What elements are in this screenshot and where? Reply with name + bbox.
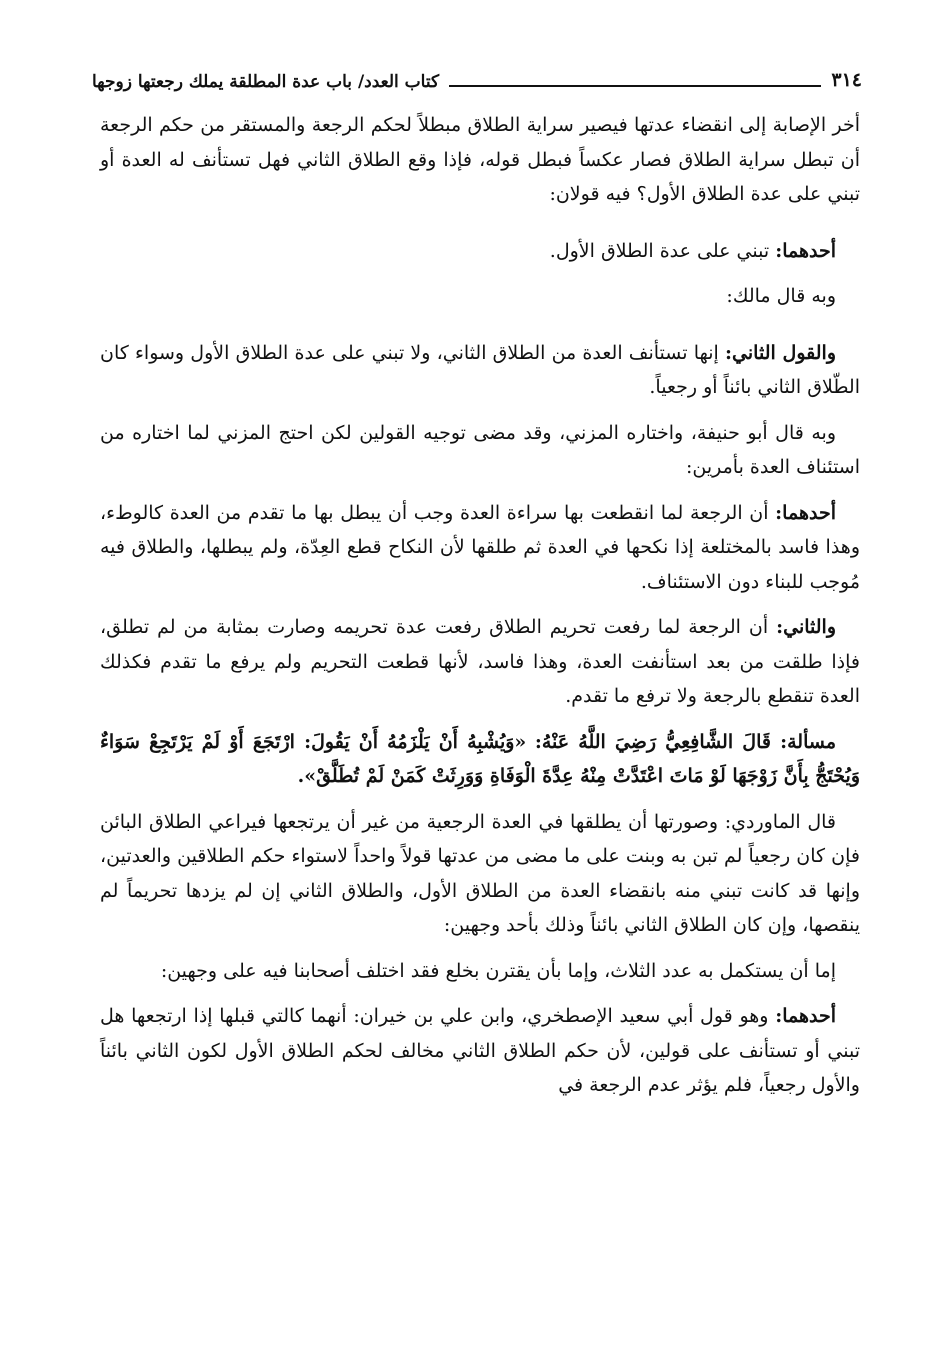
paragraph-lead: أحدهما: (775, 501, 836, 524)
paragraph-text: وبه قال أبو حنيفة، واختاره المزني، وقد مضى توجيه القولين لكن احتج المزني لما اختاره من استئناف العدة بأمرين: (100, 421, 860, 478)
shafii-quote: «وَيُشْبِهُ أَنْ يَلْزَمُهُ أَنْ يَقُولَ: ارْتَجَعَ أَوْ لَمْ يَرْتَجِعْ سَوَاءٌ وَيُحْتَجُّ بِأَنَّ زَوْجَهَا لَوْ مَاتَ اعْتَدَّتْ مِنْهُ عِدَّةَ الْوَفَاةِ وَوَرِثَتْ كَمَنْ لَمْ تُطَلَّقْ». (100, 730, 860, 787)
running-header (92, 58, 862, 92)
paragraph-lead: مسألة: قَالَ الشَّافِعِيُّ رَضِيَ اللَّهُ عَنْهُ: (534, 730, 836, 753)
chapter-title: كتاب العدد/ باب عدة المطلقة يملك رجعتها زوجها (92, 71, 440, 92)
paragraph-second-opinion (100, 336, 860, 405)
paragraph-text: وهو قول أبي سعيد الإصطخري، وابن علي بن خيران: أنهما كالتي قبلها إذا ارتجعها هل تبني أو تستأنف على قولين، لأن حكم الطلاق الثاني مخالف لحكم الطلاق الأول لكون الثاني بائناً والأول رجعياً، فلم يؤثر عدم الرجعة في (100, 1005, 860, 1096)
paragraph-abu-hanifa (100, 416, 860, 485)
paragraph-malik (100, 279, 860, 314)
paragraph-text: أن الرجعة لما انقطعت بها سراءة العدة وجب أن يبطل بها ما تقدم من العدة كالوطء، وهذا فاسد بالمختلعة إذا نكحها في العدة ثم طلقها لأن النكاح قطع العِدّة، ولم يبطلها، والطلاق فيه مُوجب للبناء دون الاستئناف. (100, 501, 860, 593)
paragraph-second-argument (100, 610, 860, 714)
paragraph-text: وبه قال مالك: (726, 285, 836, 307)
paragraph-text: قال الماوردي: وصورتها أن يطلقها في العدة الرجعية من غير أن يرتجعها فيراعي الطلاق البائن فإن كان رجعياً لم تبن به وبنت على ما مضى من عدتها قولاً واحداً لاستواء حكم الطلاقين والعدتين، وإنها قد كانت تبني منه بانقضاء العدة من الطلاق الأول، والطلاق الثاني إن لم يزدها تحريماً لم ينقصها، وإن كان الطلاق الثاني بائناً وذلك بأحد وجهين: (100, 810, 860, 936)
paragraph-continuation (100, 108, 860, 212)
paragraph-lead: أحدهما: (775, 1005, 837, 1027)
paragraph-istakhri (100, 999, 860, 1103)
paragraph-text: تبني على عدة الطلاق الأول. (549, 239, 770, 262)
paragraph-text: إنها تستأنف العدة من الطلاق الثاني، ولا تبني على عدة الطلاق الأول وسواء كان الطّلاق الثاني بائناً أو رجعياً. (100, 341, 860, 398)
paragraph-lead: أحدهما: (775, 239, 836, 262)
paragraph-lead: والثاني: (776, 616, 836, 638)
paragraph-lead: والقول الثاني: (725, 341, 837, 364)
paragraph-masala (100, 725, 860, 794)
page-number: ٣١٤ (831, 69, 862, 92)
header-rule (449, 85, 821, 87)
paragraph-first-opinion (100, 234, 860, 269)
body-text (100, 108, 860, 1114)
paragraph-two-ways (100, 954, 860, 989)
paragraph-first-argument (100, 496, 860, 600)
paragraph-mawardi (100, 805, 860, 943)
paragraph-text: أن الرجعة لما رفعت تحريم الطلاق رفعت عدة تحريمه وصارت بمثابة من لم تطلق، فإذا طلقت من بعد استأنفت العدة، وهذا فاسد، لأنها قطعت التحريم ولم يرفع ما تقدم فكذلك العدة تنقطع بالرجعة ولا ترفع ما تقدم. (100, 616, 860, 707)
paragraph-text: إما أن يستكمل به عدد الثلاث، وإما بأن يقترن بخلع فقد اختلف أصحابنا فيه على وجهين: (160, 959, 836, 982)
paragraph-text: أخر الإصابة إلى انقضاء عدتها فيصير سراية الطلاق مبطلاً لحكم الرجعة والمستقر من حكم الرجعة أن تبطل سراية الطلاق فصار عكساً فبطل قوله، فإذا وقع الطلاق الثاني فهل تستأنف له العدة أو تبني على عدة الطلاق الأول؟ فيه قولان: (100, 114, 861, 205)
